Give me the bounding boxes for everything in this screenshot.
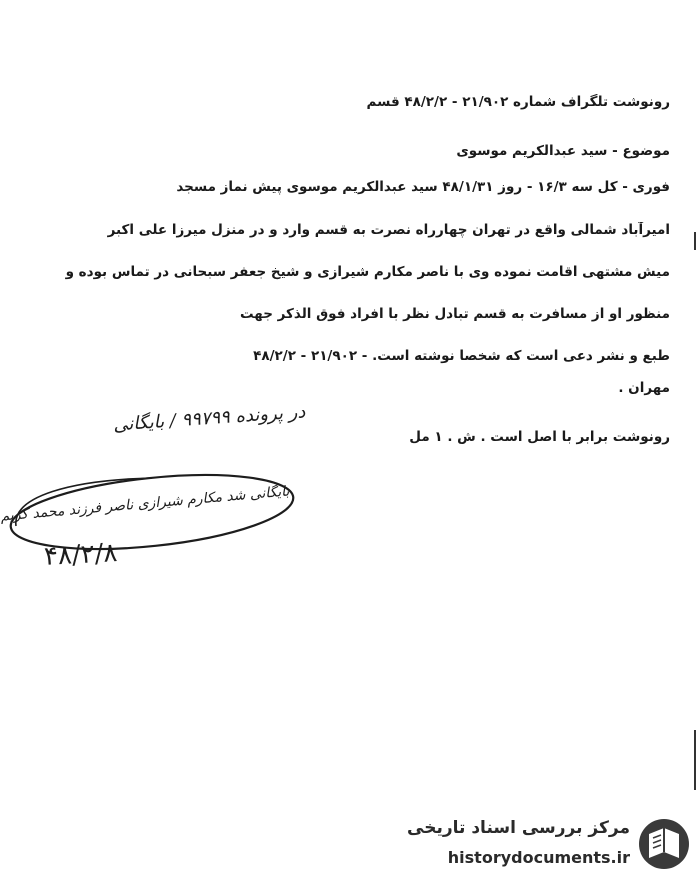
archive-watermark bbox=[407, 812, 700, 880]
signature-name: مهران . bbox=[618, 380, 670, 396]
body-line: طبع و نشر دعی است که شخصا نوشته است. - ۲۱/۹۰۲ - ۴۸/۲/۲ bbox=[253, 348, 670, 364]
body-line: میش مشتهی اقامت نموده وی با ناصر مکارم شیرازی و شیخ جعفر سبحانی در تماس بوده و bbox=[65, 264, 670, 280]
edge-mark bbox=[694, 232, 696, 250]
archive-url: historydocuments.ir bbox=[447, 848, 630, 867]
copy-certification-line: رونوشت برابر با اصل است . ش . ۱ مل bbox=[409, 429, 670, 445]
telegram-copy-heading: رونوشت تلگراف شماره ۲۱/۹۰۲ - ۴۸/۲/۲ قسم bbox=[366, 94, 670, 110]
stamp-handwritten-text: بایگانی شد مکارم شیرازی ناصر فرزند محمد کریم bbox=[0, 483, 291, 525]
edge-mark bbox=[694, 730, 696, 790]
body-line: امیرآباد شمالی واقع در تهران چهارراه نصرت به قسم وارد و در منزل میرزا علی اکبر bbox=[107, 222, 670, 238]
body-line: فوری - کل سه ۱۶/۳ - روز ۴۸/۱/۳۱ سید عبدالکریم موسوی پیش نماز مسجد bbox=[176, 179, 670, 195]
handwritten-annotation: در پرونده ۹۹۷۹۹ / بایگانی bbox=[112, 401, 306, 436]
subject-line: موضوع - سید عبدالکریم موسوی bbox=[456, 143, 670, 159]
archive-title: مرکز بررسی اسناد تاریخی bbox=[407, 818, 630, 838]
body-line: منظور او از مسافرت به قسم تبادل نظر با افراد فوق الذکر جهت bbox=[240, 306, 670, 322]
book-logo-icon bbox=[637, 816, 691, 872]
handwritten-date: ۴۸/۲/۸ bbox=[43, 538, 119, 572]
